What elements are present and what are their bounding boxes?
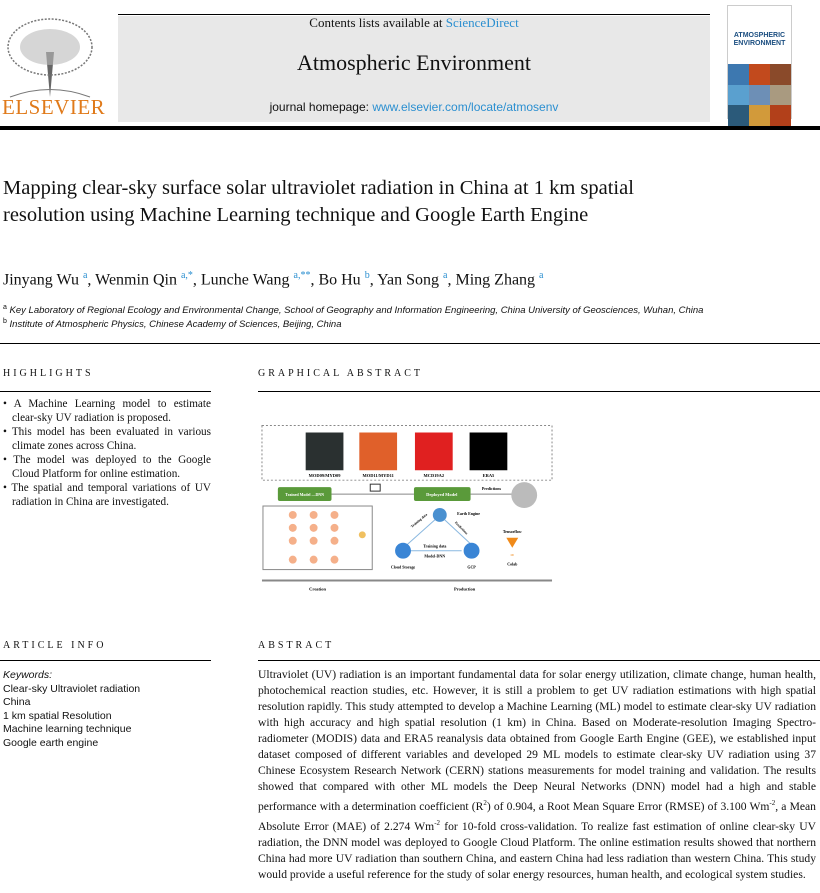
laptop-icon [370, 484, 380, 491]
globe-icon [511, 482, 537, 508]
graphical-abstract-figure [258, 420, 556, 596]
dataset-label: ERA5 [482, 473, 495, 479]
tensorflow-icon [506, 538, 518, 548]
author-affiliation-sup[interactable]: a [443, 270, 448, 281]
dataset-image [415, 433, 453, 471]
abstract-part: , a Mean Absolute Error (MAE) of 2.274 Wm [258, 799, 816, 833]
gcp-icon [464, 543, 480, 559]
keyword: 1 km spatial Resolution [3, 709, 112, 722]
contents-line [118, 15, 710, 31]
highlight-item: • A Machine Learning model to estimate clear-sky UV radiation is proposed. [3, 398, 211, 425]
dataset-image [359, 433, 397, 471]
divider [258, 391, 820, 392]
author[interactable]: Yan Song [377, 271, 440, 289]
aff-text: Institute of Atmospheric Physics, Chinese Academy of Sciences, Beijing, China [9, 319, 342, 331]
keyword: Google earth engine [3, 736, 99, 749]
author-affiliation-sup[interactable]: a,* [180, 270, 193, 281]
abstract-part: Ultraviolet (UV) radiation is an important fundamental data for solar energy utilization, climate change, human health, photochemical reaction studies, etc. However, it is still a problem to get UV radiation estimations with high spatial resolution rapidly. This study attempted to develop a Machine Learning (ML) model to estimate clear-sky UV radiation with high accuracy and high spatial resolution (1 km) in China. Based on Moderate-resolution Imaging Spectro-radiometer (MODIS) data and ERA5 reanalysis data obtained from Google Earth Engine (GEE), we established input dataset composed of different variables and developed 29 ML models to estimate clear-sky UV radiation using 37 Chinese Ecosystem Research Network (CERN) stations measurements for model training and validation. The results showed that compared with other ML models the Deep Neural Networks (DNN) model had a high and stable performance with a determination coefficient (R [258, 668, 816, 813]
contents-prefix: Contents lists available at [309, 15, 446, 30]
abstract-sup: -2 [434, 818, 441, 827]
aff-sup: a [3, 304, 7, 311]
cover-title-2: ENVIRONMENT [733, 40, 786, 47]
dataset-image [470, 433, 508, 471]
dataset-box [262, 426, 552, 481]
graphical-abstract-heading: GRAPHICAL ABSTRACT [258, 368, 424, 379]
dataset-image [306, 433, 344, 471]
author[interactable]: Jinyang Wu [3, 271, 79, 289]
dataset-label: MOD11/MYD11 [362, 473, 394, 479]
abstract-sup: 2 [483, 799, 487, 807]
header-bar [0, 126, 820, 130]
keyword: Machine learning technique [3, 723, 132, 735]
highlights-list [3, 398, 211, 510]
colab-icon: ∞ [510, 553, 515, 559]
cloud-storage-icon [395, 543, 411, 559]
article-info-heading: ARTICLE INFO [3, 640, 107, 651]
abstract-sup: -2 [769, 799, 776, 807]
homepage-prefix: journal homepage: [269, 100, 373, 114]
highlight-item: • The spatial and temporal variations of UV radiation in China are investigated. [3, 482, 211, 509]
affiliation-a [3, 304, 703, 316]
author-affiliation-sup[interactable]: b [364, 270, 370, 281]
homepage-line [118, 100, 710, 114]
abstract-heading: ABSTRACT [258, 640, 335, 651]
author-affiliation-sup[interactable]: a [82, 270, 88, 281]
production-label: Production [453, 586, 476, 592]
author[interactable]: Wenmin Qin [95, 271, 177, 289]
dataset-label: MOD09/MYD09 [308, 473, 341, 479]
keyword: China [3, 696, 31, 708]
journal-title: Atmospheric Environment [296, 50, 531, 75]
aff-sup: b [3, 318, 7, 325]
publisher-name: ELSEVIER [2, 95, 106, 119]
author[interactable]: Bo Hu [318, 271, 361, 289]
author[interactable]: Lunche Wang [200, 271, 290, 289]
tensorflow-label: Tensorflow [502, 528, 522, 534]
homepage-link[interactable]: www.elsevier.com/locate/atmosenv [372, 100, 559, 114]
author-affiliation-sup[interactable]: a,** [293, 270, 311, 281]
author[interactable]: Ming Zhang [455, 271, 536, 289]
dnn-diagram [263, 506, 372, 570]
sciencedirect-link[interactable]: ScienceDirect [445, 15, 519, 30]
cloud-storage-label: Cloud Storage [390, 564, 416, 570]
dataset-label: MCD19A2 [423, 473, 445, 479]
training-data-label: Training data [410, 512, 429, 529]
highlights-heading: HIGHLIGHTS [3, 368, 94, 379]
trained-model-label: Trained Model —DNN [285, 492, 325, 498]
earth-engine-label: Earth Engine [457, 510, 481, 516]
keyword: Clear-sky Ultraviolet radiation [3, 682, 141, 695]
author-affiliation-sup[interactable]: a [539, 270, 544, 281]
affiliation-b [3, 318, 342, 330]
keywords-block [3, 669, 140, 750]
divider [0, 660, 211, 661]
divider [258, 660, 820, 661]
abstract-part: ) of 0.904, a Root Mean Square Error (RMSE) of 3.100 Wm [486, 799, 770, 813]
predictions-label: Predictions [481, 486, 501, 492]
author-list: Jinyang Wu $^a$, Wenmin Qin $^{a,*}$, Lunche Wang $^{a,**}$, Bo Hu $^b$, Yan Song $^a$, Ming Zhang $^a$ [3, 270, 544, 289]
journal-cover [727, 5, 792, 119]
abstract-text [258, 667, 816, 883]
divider [0, 391, 211, 392]
keywords-label: Keywords: [3, 669, 53, 681]
colab-label: Colab [507, 561, 518, 567]
deployed-model-label: Deployed Model [426, 492, 458, 498]
dnn-nodes [289, 511, 366, 564]
earth-engine-icon [433, 508, 447, 522]
divider [0, 343, 820, 344]
article-title: Mapping clear-sky surface solar ultraviolet radiation in China at 1 km spatial resolution using Machine Learning technique and Google Earth Engine [3, 177, 634, 226]
abstract-part: for 10-fold cross-validation. To realize fast estimation of online clear-sky UV radiation, the DNN model was deployed to Google Cloud Platform. The online estimation results showed that northern China had more UV radiation than southern China, and eastern China had less radiation than western China. This study would provide a useful reference for the study of solar energy resources, human health, and ecological system studies. [258, 819, 817, 881]
training-data-label-2: Training data [423, 543, 447, 549]
model-dnn-label: Model-DNN [424, 553, 446, 559]
predictions-diag-label: Predictions [453, 520, 469, 536]
creation-label: Creation [309, 586, 327, 592]
aff-text: Key Laboratory of Regional Ecology and Environmental Change, School of Geography and Information Engineering, China University of Geosciences, Wuhan, China [9, 305, 704, 317]
gcp-label: GCP [467, 564, 476, 570]
cover-title-1: ATMOSPHERIC [733, 32, 786, 39]
highlight-item: • This model has been evaluated in various climate zones across China. [3, 426, 211, 453]
highlight-item: • The model was deployed to the Google Cloud Platform for online estimation. [3, 454, 211, 481]
